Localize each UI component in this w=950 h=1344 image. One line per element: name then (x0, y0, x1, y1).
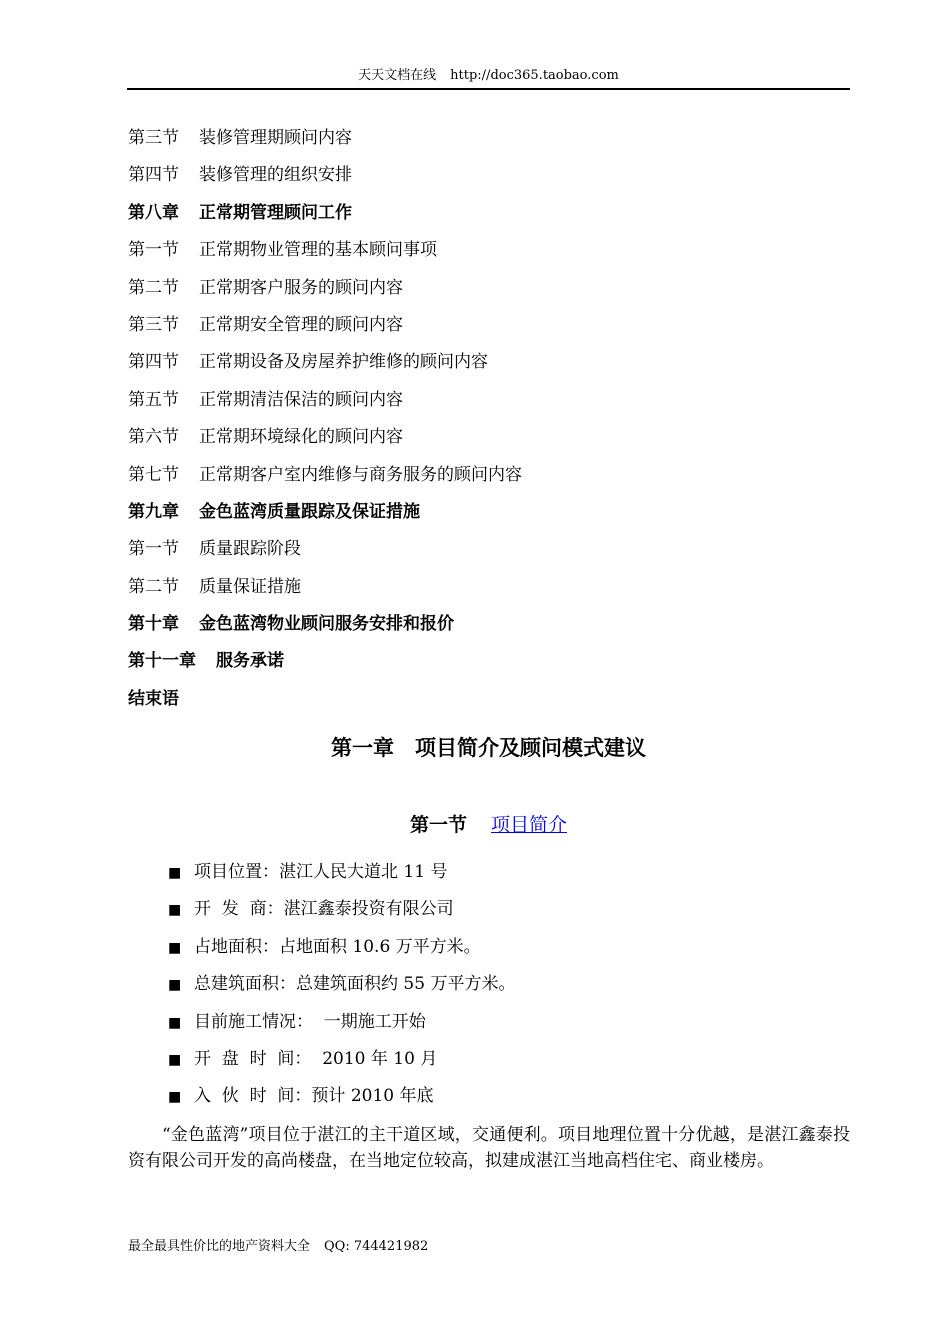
toc-entry[interactable] (128, 531, 850, 568)
toc-entry-title: 正常期清洁保洁的顾问内容 (199, 389, 403, 410)
bullet-square-icon: ■ (168, 1014, 182, 1031)
list-item (168, 891, 850, 928)
list-item (168, 929, 850, 966)
toc-entry[interactable] (128, 643, 850, 680)
toc-entry-number: 第十章 (128, 614, 179, 635)
toc-entry-title: 正常期环境绿化的顾问内容 (199, 427, 403, 448)
toc-entry-number: 第十一章 (128, 651, 196, 672)
toc-entry-title: 金色蓝湾物业顾问服务安排和报价 (199, 614, 454, 635)
toc-entry-number: 第九章 (128, 501, 179, 522)
toc-entry-title: 装修管理的组织安排 (199, 165, 352, 186)
bullet-square-icon: ■ (168, 1051, 182, 1068)
toc-entry[interactable] (128, 232, 850, 269)
header-site: 天天文档在线 (358, 68, 437, 83)
project-facts-list (168, 854, 850, 1116)
toc-entry-number: 第四节 (128, 352, 179, 373)
toc-entry-title: 正常期设备及房屋养护维修的顾问内容 (199, 352, 488, 373)
list-item-text: 总建筑面积：总建筑面积约 55 万平方米。 (194, 974, 516, 995)
header-url[interactable]: http://doc365.taobao.com (450, 68, 619, 83)
toc-entry[interactable] (128, 382, 850, 419)
list-item-text: 开 盘 时 间： 2010 年 10 月 (194, 1048, 438, 1069)
toc-entry-number: 第八章 (128, 202, 179, 223)
toc-entry-title: 正常期客户服务的顾问内容 (199, 277, 403, 298)
toc-entry-title: 正常期安全管理的顾问内容 (199, 314, 403, 335)
toc-entry[interactable] (128, 120, 850, 157)
toc-entry[interactable] (128, 494, 850, 531)
bullet-square-icon: ■ (168, 902, 182, 919)
list-item (168, 966, 850, 1003)
toc-entry[interactable] (128, 195, 850, 232)
toc-entry-number: 第二节 (128, 576, 179, 597)
table-of-contents (128, 120, 850, 718)
toc-entry-title: 服务承诺 (216, 651, 284, 672)
toc-entry-number: 第三节 (128, 128, 179, 148)
toc-entry-title: 金色蓝湾质量跟踪及保证措施 (199, 501, 420, 522)
toc-entry-number: 第五节 (128, 389, 179, 410)
toc-entry-number: 第七节 (128, 464, 179, 485)
section-number: 第一节 (409, 814, 467, 836)
list-item-text: 开 发 商：湛江鑫泰投资有限公司 (194, 899, 454, 920)
list-item-text: 入 伙 时 间：预计 2010 年底 (194, 1086, 434, 1107)
list-item (168, 1041, 850, 1078)
bullet-square-icon: ■ (168, 977, 182, 994)
toc-entry-number: 第四节 (128, 165, 179, 186)
list-item-text: 占地面积：占地面积 10.6 万平方米。 (194, 936, 481, 957)
toc-entry-number: 结束语 (128, 688, 179, 709)
bullet-square-icon: ■ (168, 865, 182, 881)
toc-entry-number: 第一节 (128, 240, 179, 261)
toc-entry-number: 第一节 (128, 539, 179, 560)
toc-entry[interactable] (128, 606, 850, 643)
toc-entry-title: 质量跟踪阶段 (199, 539, 301, 560)
bullet-square-icon: ■ (168, 1089, 182, 1106)
section-title (127, 808, 850, 842)
toc-entry[interactable] (128, 157, 850, 194)
toc-entry-title: 装修管理期顾问内容 (199, 128, 352, 148)
toc-entry-number: 第二节 (128, 277, 179, 298)
toc-entry-title: 正常期物业管理的基本顾问事项 (199, 240, 437, 261)
page-header (127, 66, 850, 90)
toc-entry[interactable] (128, 270, 850, 307)
list-item (168, 1004, 850, 1041)
footer-qq: QQ: 744421982 (324, 1239, 429, 1254)
toc-entry[interactable] (128, 457, 850, 494)
bullet-square-icon: ■ (168, 939, 182, 956)
toc-entry[interactable] (128, 307, 850, 344)
chapter-title: 第一章 项目简介及顾问模式建议 (331, 736, 646, 760)
toc-entry[interactable] (128, 681, 850, 718)
section-link[interactable]: 项目简介 (491, 814, 568, 836)
list-item (168, 854, 850, 891)
toc-entry[interactable] (128, 569, 850, 606)
list-item-text: 目前施工情况： 一期施工开始 (194, 1011, 426, 1032)
project-description: “金色蓝湾”项目位于湛江的主干道区域，交通便利。项目地理位置十分优越，是湛江鑫泰投资有限公司开发的高尚楼盘，在当地定位较高，拟建成湛江当地高档住宅、商业楼房。 (128, 1125, 850, 1171)
toc-entry[interactable] (128, 344, 850, 381)
toc-entry-number: 第六节 (128, 427, 179, 448)
toc-entry-title: 质量保证措施 (199, 576, 301, 597)
list-item (168, 1078, 850, 1115)
footer-text: 最全最具性价比的地产资料大全 (128, 1239, 311, 1254)
toc-entry-title: 正常期客户室内维修与商务服务的顾问内容 (199, 464, 522, 485)
toc-entry[interactable] (128, 419, 850, 456)
toc-entry-title: 正常期管理顾问工作 (199, 202, 352, 223)
page-footer (128, 1237, 850, 1257)
toc-entry-number: 第三节 (128, 314, 179, 335)
list-item-text: 项目位置：湛江人民大道北 11 号 (194, 862, 448, 882)
